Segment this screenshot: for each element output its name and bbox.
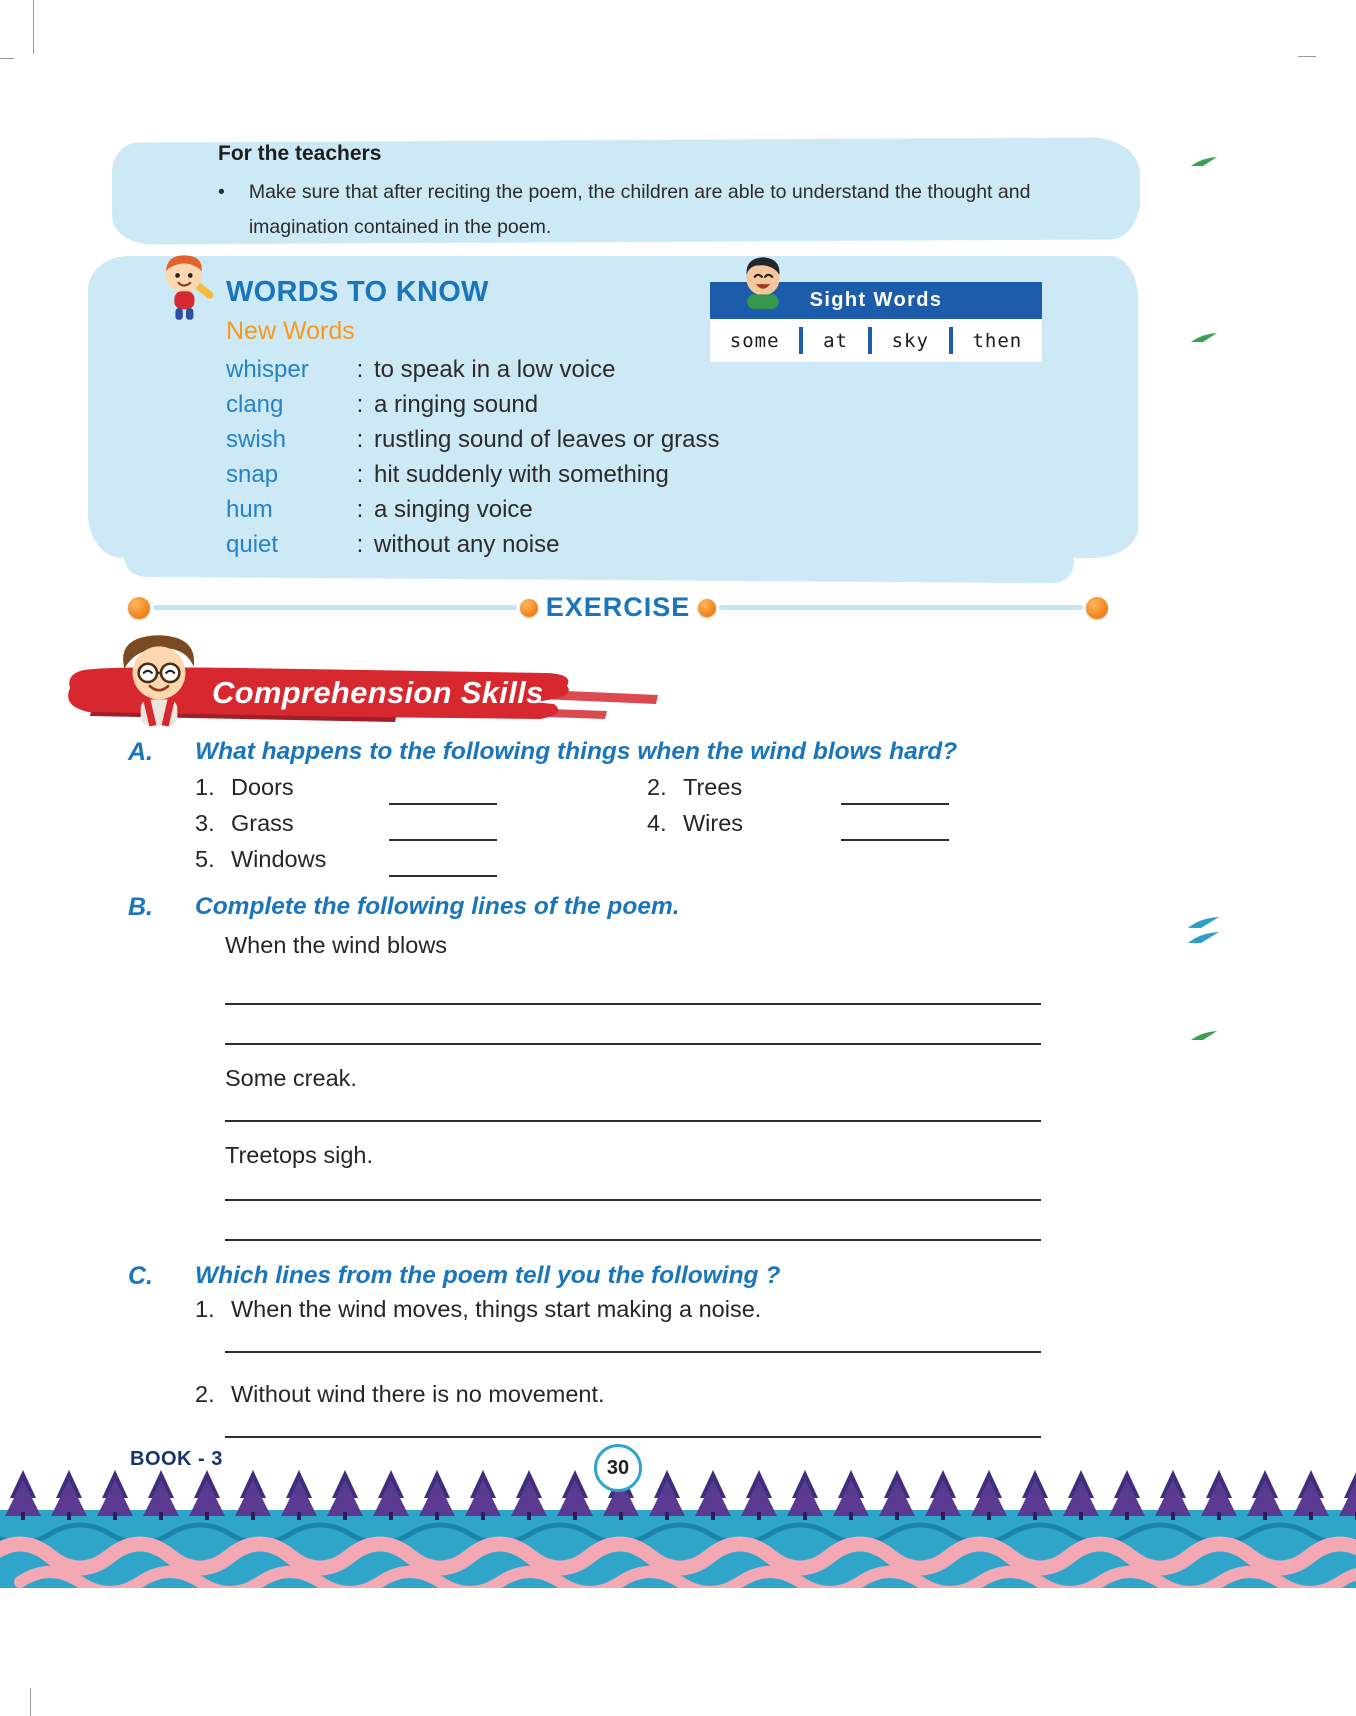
poem-line: Some creak. — [225, 1065, 357, 1091]
definition-meaning: hit suddenly with something — [374, 460, 669, 488]
answer-line — [225, 1003, 1041, 1005]
bullet-icon: • — [218, 181, 225, 203]
definition-row — [226, 352, 720, 387]
crop-mark — [33, 0, 34, 54]
section-label: C. — [128, 1262, 153, 1290]
definition-colon: : — [356, 355, 364, 383]
separator-bar — [799, 327, 803, 354]
section-label: A. — [128, 738, 153, 766]
definition-word: quiet — [226, 530, 279, 558]
book-label: BOOK - 3 — [130, 1448, 223, 1470]
sight-word: then — [972, 329, 1023, 352]
comprehension-title: Comprehension Skills — [212, 675, 544, 710]
list-item — [195, 774, 647, 810]
section-a-heading — [128, 738, 957, 767]
sight-word: sky — [891, 329, 929, 352]
section-c-heading — [128, 1262, 780, 1291]
item-number: 1. — [195, 774, 215, 800]
definition-meaning: a singing voice — [374, 495, 533, 523]
orange-dot-icon — [520, 599, 538, 617]
definition-colon: : — [356, 460, 364, 488]
answer-blank — [841, 781, 949, 805]
running-boy-icon — [148, 248, 224, 324]
item-word: Windows — [231, 846, 327, 872]
orange-dot-icon — [1086, 597, 1108, 619]
definition-row — [226, 492, 720, 527]
section-label: B. — [128, 893, 153, 921]
sight-words-box — [710, 282, 1042, 362]
crop-mark — [0, 58, 14, 59]
sight-word: some — [729, 329, 780, 352]
teachers-note-title: For the teachers — [218, 142, 382, 165]
section-b-heading — [128, 893, 680, 922]
item-number: 2. — [647, 774, 667, 800]
footer-landscape-decoration — [0, 1468, 1356, 1588]
orange-dot-icon — [698, 599, 716, 617]
teachers-note-box — [218, 142, 1148, 245]
definition-colon: : — [356, 495, 364, 523]
item-number: 4. — [647, 810, 667, 836]
answer-blank — [841, 817, 949, 841]
item-number: 1. — [195, 1296, 215, 1322]
item-text: Without wind there is no movement. — [231, 1381, 605, 1407]
smiling-boy-icon — [730, 248, 796, 314]
definition-row — [226, 387, 720, 422]
item-number: 3. — [195, 810, 215, 836]
list-item — [647, 810, 1067, 846]
definition-colon: : — [356, 425, 364, 453]
definition-word: snap — [226, 460, 279, 488]
crop-mark — [30, 1688, 31, 1716]
leaf-mark-icon — [1190, 332, 1218, 351]
section-question: Which lines from the poem tell you the following ? — [195, 1262, 781, 1289]
divider-line — [153, 605, 517, 610]
answer-blank — [389, 853, 497, 877]
definition-row — [226, 457, 720, 492]
new-words-subtitle: New Words — [226, 317, 355, 345]
definition-row — [226, 527, 720, 562]
answer-line — [225, 1043, 1041, 1045]
item-number: 2. — [195, 1381, 215, 1407]
poem-line: Treetops sigh. — [225, 1142, 374, 1168]
list-item — [195, 1381, 1041, 1408]
list-item — [195, 1296, 1041, 1323]
page-number-badge — [594, 1444, 642, 1492]
list-item — [195, 810, 647, 846]
definition-word: whisper — [226, 355, 309, 383]
separator-bar — [868, 327, 872, 354]
answer-line — [225, 1239, 1041, 1241]
definition-word: hum — [226, 495, 273, 523]
section-a-items — [195, 774, 1067, 882]
definition-colon: : — [356, 390, 364, 418]
answer-line — [225, 1351, 1041, 1353]
item-word: Wires — [683, 810, 744, 836]
section-b-body — [225, 932, 1041, 1241]
definition-word: clang — [226, 390, 284, 418]
item-word: Grass — [231, 810, 294, 836]
section-question: Complete the following lines of the poem. — [195, 893, 680, 920]
separator-bar — [949, 327, 953, 354]
crop-mark — [1298, 56, 1316, 57]
answer-line — [225, 1199, 1041, 1201]
definition-row — [226, 422, 720, 457]
boy-with-glasses-icon — [102, 622, 216, 736]
definition-meaning: rustling sound of leaves or grass — [374, 425, 720, 453]
section-c-body — [195, 1296, 1041, 1438]
sight-words-list — [710, 319, 1042, 362]
divider-line — [719, 605, 1083, 610]
definition-colon: : — [356, 530, 364, 558]
comprehension-banner — [62, 662, 662, 724]
exercise-heading: EXERCISE — [545, 592, 691, 622]
leaf-mark-icon — [1190, 1030, 1218, 1049]
list-item — [647, 774, 1067, 810]
list-item — [195, 846, 647, 882]
answer-blank — [389, 817, 497, 841]
word-definition-list — [226, 352, 720, 562]
sight-word: at — [823, 329, 848, 352]
definition-meaning: to speak in a low voice — [374, 355, 616, 383]
teachers-note-bullet — [218, 175, 1123, 245]
answer-line — [225, 1436, 1041, 1438]
item-word: Trees — [683, 774, 743, 800]
item-text: When the wind moves, things start making a noise. — [231, 1296, 762, 1322]
page-number: 30 — [606, 1456, 630, 1479]
sight-words-title: Sight Words — [710, 282, 1042, 319]
words-to-know-title: WORDS TO KNOW — [226, 276, 489, 308]
answer-line — [225, 1120, 1041, 1122]
definition-meaning: without any noise — [374, 530, 560, 558]
definition-word: swish — [226, 425, 287, 453]
leaf-mark-icon — [1186, 916, 1220, 951]
poem-line: When the wind blows — [225, 932, 448, 958]
orange-dot-icon — [128, 597, 150, 619]
exercise-divider — [128, 592, 1108, 623]
answer-blank — [389, 781, 497, 805]
leaf-mark-icon — [1190, 156, 1218, 175]
section-question: What happens to the following things when the wind blows hard? — [195, 738, 958, 765]
definition-meaning: a ringing sound — [374, 390, 539, 418]
item-number: 5. — [195, 846, 215, 872]
item-word: Doors — [231, 774, 294, 800]
teachers-note-text: Make sure that after reciting the poem, the children are able to understand the thought and imagination contained in the poem. — [248, 181, 1031, 239]
